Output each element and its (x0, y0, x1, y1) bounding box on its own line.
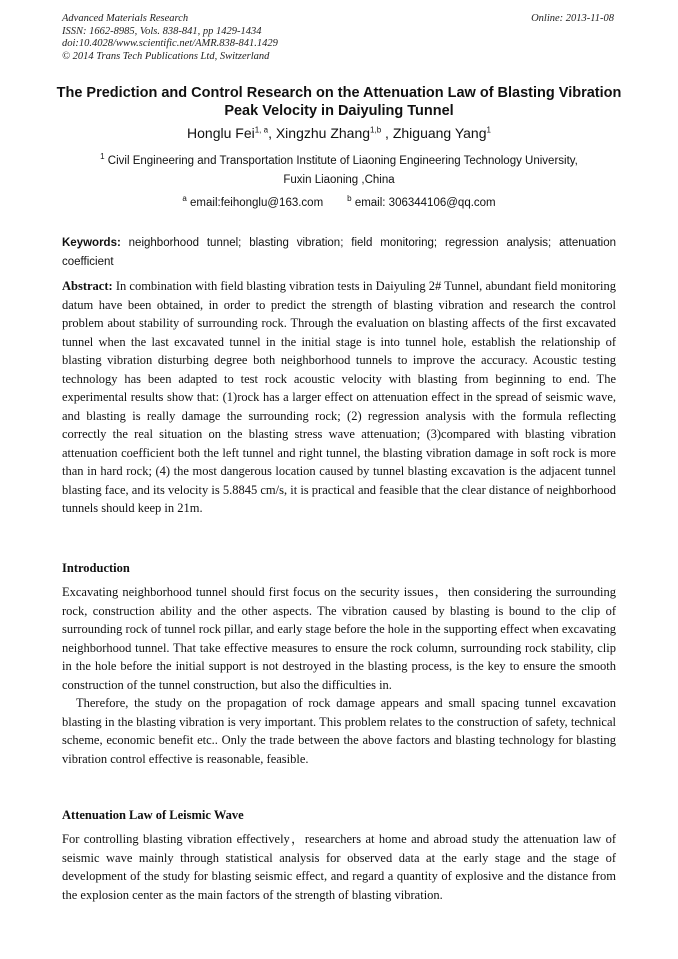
author-name: Honglu Fei (187, 125, 255, 141)
section-heading-attenuation: Attenuation Law of Leismic Wave (62, 808, 244, 822)
email-address[interactable]: email: 306344106@qq.com (354, 197, 496, 209)
section-heading-introduction: Introduction (62, 561, 130, 575)
email-address[interactable]: email:feihonglu@163.com (190, 197, 324, 209)
email-superscript: b (347, 194, 352, 204)
issn-line: ISSN: 1662-8985, Vols. 838-841, pp 1429-1434 (62, 25, 262, 37)
author-superscript: 1 (486, 125, 491, 135)
author-separator: , (268, 125, 276, 141)
email-line (62, 195, 616, 211)
keywords-text: neighborhood tunnel; blasting vibration; field monitoring; regression analysis; attenuation coefficient (62, 237, 616, 268)
keywords-label: Keywords: (62, 237, 121, 249)
author-name: Xingzhu Zhang (275, 125, 371, 141)
author-superscript: 1,b (370, 125, 382, 135)
email-superscript: a (182, 194, 187, 204)
abstract-label: Abstract: (62, 279, 113, 293)
paper-title: The Prediction and Control Research on the Attenuation Law of Blasting Vibration Peak Velocity in Daiyuling Tunnel (56, 85, 622, 119)
affiliation-line: Fuxin Liaoning ,China (283, 173, 395, 186)
journal-name: Advanced Materials Research (62, 13, 189, 24)
abstract (62, 277, 616, 518)
affiliation (62, 152, 616, 189)
paragraph: For controlling blasting vibration effectively，researchers at home and abroad study the attenuation law of seismic wave mainly through statistical analysis for observed data at the early stage and the stage of development of the study for blasting seismic effect, and regard a quantity of explosive and the distance from the explosion center as the main factors of the strength of blasting vibration. (62, 832, 616, 902)
author-list (40, 124, 638, 142)
abstract-text: In combination with field blasting vibration tests in Daiyuling 2# Tunnel, abundant field monitoring datum have been obtained, in order to predict the strength of blasting vibration and research the control problem about stability of surrounding rock. Through the evaluation on blasting affects of the first excavated tunnel when the last excavated tunnel in the initial stage is into tunnel hole, establish the relationship of blasting vibration disturbing degree both neighborhood tunnels to improve the accuracy. Acoustic testing technology has been adapted to test rock acoustic velocity with blasting from beginning to end. The experimental results show that: (1)rock has a larger effect on attenuation effect in the spread of seismic wave, and blasting is really damage the surrounding rock; (2) regression analysis with the formula reflecting correctly the real situation on the blasting stress wave attenuation; (3)compared with blasting vibration attenuation coefficient both the left tunnel and right tunnel, the blasting vibration damage in soft rock is more than in hard rock; (4) the most dangerous location caused by tunnel blasting excavation is the adjacent tunnel blasting face, and its velocity is 5.8845 cm/s, it is practical and feasible that the clear distance of neighborhood tunnels should keep in 21m. (62, 279, 617, 515)
online-date: Online: 2013-11-08 (531, 13, 614, 24)
keywords (62, 234, 616, 271)
copyright-line: © 2014 Trans Tech Publications Ltd, Switzerland (62, 50, 270, 62)
author-separator: , (381, 125, 393, 141)
introduction-body (62, 583, 616, 768)
paragraph: Excavating neighborhood tunnel should first focus on the security issues，then considering the surrounding rock, construction ability and the other aspects. The vibration caused by blasting is bound to the clip of surrounding rock of tunnel rock pillar, and early stage before the hole in the supporting effect when excavating neighborhood tunnel. That take effective measures to ensure the rock column, surrounding rock stability, clip in the hole before the initial support is not destroyed in the blasting process, is the key to ensure the smooth construction of the tunnel construction, but also the difficulties in. (62, 585, 616, 692)
doi-line[interactable]: doi:10.4028/www.scientific.net/AMR.838-841.1429 (62, 38, 278, 49)
author-superscript: 1, a (254, 125, 269, 135)
paragraph: Therefore, the study on the propagation of rock damage appears and small spacing tunnel excavation blasting in the blasting vibration is very important. This problem relates to the construction of safety, technical scheme, economic benefit etc.. Only the trade between the above factors and blasting technology for blasting vibration control effective is reasonable, feasible. (62, 696, 616, 766)
affiliation-line: Civil Engineering and Transportation Institute of Liaoning Engineering Technology University, (107, 155, 578, 167)
journal-header (62, 13, 278, 63)
attenuation-body (62, 830, 616, 904)
author-name: Zhiguang Yang (392, 125, 487, 141)
affiliation-superscript: 1 (100, 152, 105, 162)
